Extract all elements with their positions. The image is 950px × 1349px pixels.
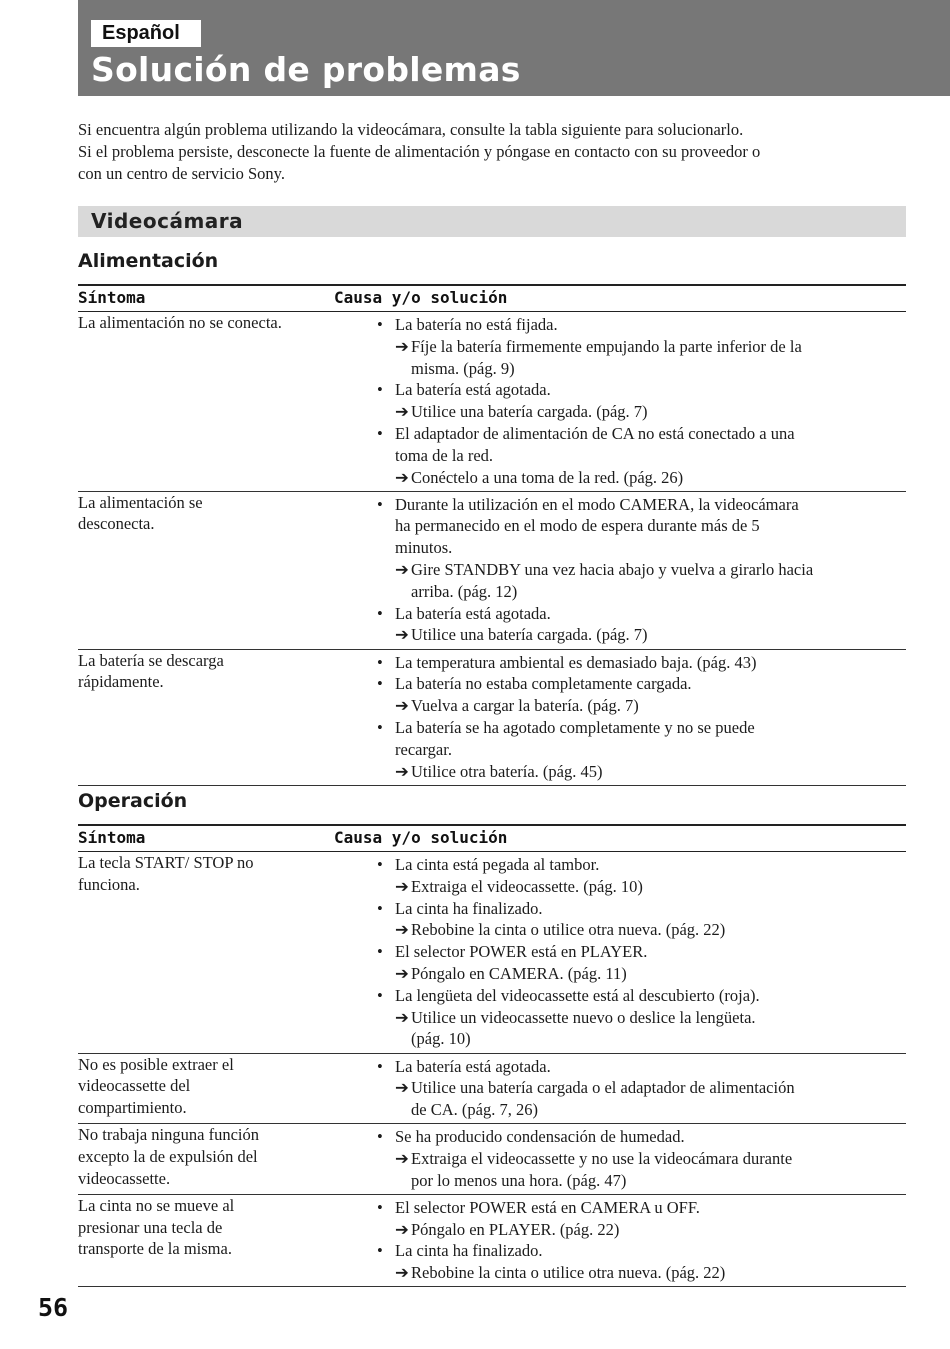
symptom-text: No trabaja ninguna función xyxy=(78,1125,259,1145)
symptom-text: rápidamente. xyxy=(78,672,164,692)
column-header-cause: Causa y/o solución xyxy=(334,288,508,307)
symptom-cell xyxy=(78,1054,328,1119)
page-title: Solución de problemas xyxy=(91,50,521,89)
section-title: Videocámara xyxy=(91,209,244,233)
cause-item-continuation: ha permanecido en el modo de espera durante más de 5 xyxy=(395,516,760,536)
solution-item-continuation: de CA. (pág. 7, 26) xyxy=(411,1100,538,1120)
symptom-text: presionar una tecla de xyxy=(78,1217,223,1237)
symptom-cell xyxy=(78,650,328,694)
cause-solution-cell xyxy=(377,1054,906,1121)
symptom-text: videocassette. xyxy=(78,1168,171,1188)
cause-item: • Durante la utilización en el modo CAMERA, la videocámara xyxy=(377,494,906,516)
table-row xyxy=(78,492,906,650)
solution-item-continuation: (pág. 10) xyxy=(411,1029,471,1049)
solution-text: Vuelva a cargar la batería. (pág. 7) xyxy=(411,696,639,716)
intro-line: Si encuentra algún problema utilizando la videocámara, consulte la tabla siguiente para solucionarlo. xyxy=(78,120,744,139)
table-row xyxy=(78,1195,906,1288)
solution-item xyxy=(377,1219,906,1241)
right-arrow-icon: ➔ xyxy=(395,963,409,983)
solution-text: Fíje la batería firmemente empujando la parte inferior de la xyxy=(411,336,802,356)
cause-item: • La cinta está pegada al tambor. xyxy=(377,854,906,876)
cause-item: • La temperatura ambiental es demasiado baja. (pág. 43) xyxy=(377,652,906,674)
table-row xyxy=(78,852,906,1054)
solution-item-continuation: misma. (pág. 9) xyxy=(411,358,515,378)
table-row xyxy=(78,1124,906,1195)
right-arrow-icon: ➔ xyxy=(395,1007,409,1027)
intro-paragraph xyxy=(78,119,918,184)
solution-item xyxy=(377,467,906,489)
solution-text: Extraiga el videocassette. (pág. 10) xyxy=(411,876,643,896)
symptom-text: La cinta no se mueve al xyxy=(78,1195,235,1215)
cause-solution-cell xyxy=(377,1124,906,1191)
solution-text: Utilice un videocassette nuevo o deslice la lengüeta. xyxy=(411,1007,756,1027)
solution-item xyxy=(377,1148,906,1170)
solution-text: Rebobine la cinta o utilice otra nueva. (pág. 22) xyxy=(411,1263,726,1283)
cause-item-continuation: minutos. xyxy=(395,538,453,558)
symptom-text: La tecla START/ STOP no xyxy=(78,853,254,872)
cause-item: • El selector POWER está en CAMERA u OFF. xyxy=(377,1197,906,1219)
symptom-text: funciona. xyxy=(78,874,140,894)
column-header-cause: Causa y/o solución xyxy=(334,828,508,847)
solution-item-continuation: por lo menos una hora. (pág. 47) xyxy=(411,1170,627,1190)
cause-item: • El adaptador de alimentación de CA no está conectado a una xyxy=(377,423,906,445)
solution-item xyxy=(377,761,906,783)
right-arrow-icon: ➔ xyxy=(395,467,409,487)
cause-item: • La batería no está fijada. xyxy=(377,314,906,336)
symptom-text: transporte de la misma. xyxy=(78,1239,232,1259)
right-arrow-icon: ➔ xyxy=(395,402,409,422)
right-arrow-icon: ➔ xyxy=(395,1078,409,1098)
symptom-cell xyxy=(78,312,328,334)
symptom-text: excepto la de expulsión del xyxy=(78,1146,258,1166)
column-header-symptom: Síntoma xyxy=(78,828,146,847)
cause-solution-cell xyxy=(377,1195,906,1284)
cause-item-continuation: toma de la red. xyxy=(395,445,494,465)
solution-text: Conéctelo a una toma de la red. (pág. 26) xyxy=(411,467,684,487)
table-body xyxy=(78,852,906,1287)
solution-text: Utilice una batería cargada o el adaptador de alimentación xyxy=(411,1078,795,1098)
right-arrow-icon: ➔ xyxy=(395,696,409,716)
solution-text: Póngalo en CAMERA. (pág. 11) xyxy=(411,963,627,983)
symptom-text: videocassette del xyxy=(78,1076,191,1096)
solution-item xyxy=(377,1077,906,1099)
symptom-text: La alimentación no se conecta. xyxy=(78,313,282,332)
solution-text: Extraiga el videocassette y no use la videocámara durante xyxy=(411,1148,793,1168)
solution-text: Póngalo en PLAYER. (pág. 22) xyxy=(411,1219,620,1239)
table-body xyxy=(78,312,906,786)
symptom-text: compartimiento. xyxy=(78,1098,187,1118)
language-tab: Español xyxy=(91,20,201,47)
symptom-cell xyxy=(78,1124,328,1189)
cause-item: • La cinta ha finalizado. xyxy=(377,898,906,920)
cause-solution-cell xyxy=(377,650,906,783)
table-row xyxy=(78,1054,906,1125)
solution-text: Gire STANDBY una vez hacia abajo y vuelva a girarlo hacia xyxy=(411,560,814,580)
cause-item: • La batería está agotada. xyxy=(377,379,906,401)
cause-item: • La batería está agotada. xyxy=(377,1056,906,1078)
solution-text: Utilice otra batería. (pág. 45) xyxy=(411,761,603,781)
cause-item: • Se ha producido condensación de humedad. xyxy=(377,1126,906,1148)
cause-solution-cell xyxy=(377,852,906,1050)
right-arrow-icon: ➔ xyxy=(395,761,409,781)
solution-item xyxy=(377,695,906,717)
right-arrow-icon: ➔ xyxy=(395,1219,409,1239)
symptom-text: No es posible extraer el xyxy=(78,1054,234,1074)
cause-item: • La batería está agotada. xyxy=(377,603,906,625)
right-arrow-icon: ➔ xyxy=(395,1263,409,1283)
table-heading-operation: Operación xyxy=(78,790,188,812)
cause-item: • La batería se ha agotado completamente y no se puede xyxy=(377,717,906,739)
symptom-cell xyxy=(78,492,328,536)
solution-item xyxy=(377,1262,906,1284)
table-operation xyxy=(78,824,906,1287)
table-power xyxy=(78,284,906,786)
table-row xyxy=(78,312,906,492)
solution-item xyxy=(377,1007,906,1029)
right-arrow-icon: ➔ xyxy=(395,625,409,645)
solution-item xyxy=(377,336,906,358)
cause-item: • La cinta ha finalizado. xyxy=(377,1240,906,1262)
column-header-symptom: Síntoma xyxy=(78,288,146,307)
cause-solution-cell xyxy=(377,492,906,647)
cause-item-continuation: recargar. xyxy=(395,739,452,759)
solution-item xyxy=(377,624,906,646)
solution-text: Utilice una batería cargada. (pág. 7) xyxy=(411,402,648,422)
page-number: 56 xyxy=(38,1293,69,1322)
symptom-text: desconecta. xyxy=(78,514,155,534)
table-header xyxy=(78,284,906,312)
symptom-text: La batería se descarga xyxy=(78,650,224,670)
cause-solution-cell xyxy=(377,312,906,488)
symptom-text: La alimentación se xyxy=(78,492,203,512)
intro-line: Si el problema persiste, desconecte la fuente de alimentación y póngase en contacto con su proveedor o xyxy=(78,141,761,161)
solution-item xyxy=(377,963,906,985)
solution-item-continuation: arriba. (pág. 12) xyxy=(411,581,518,601)
symptom-cell xyxy=(78,852,328,896)
solution-item xyxy=(377,559,906,581)
table-row xyxy=(78,650,906,786)
table-header xyxy=(78,824,906,852)
intro-line: con un centro de servicio Sony. xyxy=(78,163,285,183)
symptom-cell xyxy=(78,1195,328,1260)
solution-item xyxy=(377,876,906,898)
cause-item: • La lengüeta del videocassette está al descubierto (roja). xyxy=(377,985,906,1007)
solution-item xyxy=(377,919,906,941)
table-heading-power: Alimentación xyxy=(78,250,219,272)
cause-item: • El selector POWER está en PLAYER. xyxy=(377,941,906,963)
solution-text: Utilice una batería cargada. (pág. 7) xyxy=(411,625,648,645)
right-arrow-icon: ➔ xyxy=(395,560,409,580)
right-arrow-icon: ➔ xyxy=(395,876,409,896)
right-arrow-icon: ➔ xyxy=(395,336,409,356)
solution-text: Rebobine la cinta o utilice otra nueva. (pág. 22) xyxy=(411,920,726,940)
cause-item: • La batería no estaba completamente cargada. xyxy=(377,673,906,695)
right-arrow-icon: ➔ xyxy=(395,920,409,940)
solution-item xyxy=(377,401,906,423)
right-arrow-icon: ➔ xyxy=(395,1148,409,1168)
